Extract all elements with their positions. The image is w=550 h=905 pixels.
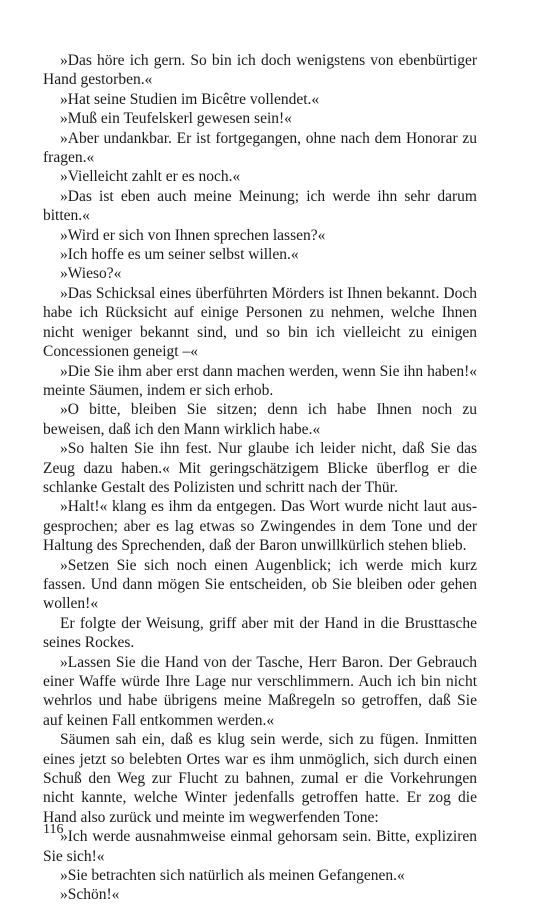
paragraph: »Sie betrachten sich natürlich als meinen Gefangenen.«: [60, 867, 405, 885]
paragraph: »Das Schicksal eines überführten Mörders ist Ihnen bekannt. Doch habe ich Rücksicht auf einige Personen zu nehmen, welche Ihnen nicht weniger bekannt sind, und so bin ich vielleicht zu einigen Concessionen geneigt –«: [43, 284, 477, 361]
paragraph: »Vielleicht zahlt er es noch.«: [60, 168, 241, 186]
paragraph: »Ich hoffe es um seiner selbst willen.«: [60, 246, 299, 264]
body-text: [43, 51, 477, 905]
paragraph: Er folgte der Weisung, griff aber mit der Hand in die Brusttasche seines Rockes.: [43, 614, 477, 652]
paragraph: »Das höre ich gern. So bin ich doch wenigstens von ebenbürtiger Hand gestorben.«: [43, 52, 477, 89]
paragraph: »Wieso?«: [60, 265, 122, 283]
paragraph: »Halt!« klang es ihm da entgegen. Das Wort wurde nicht laut ausgesprochen; aber es lag etwas so Zwingendes in dem Tone und der Haltung des Sprechenden, daß der Baron unwillkürlich stehen blieb.: [43, 498, 477, 555]
paragraph: »Hat seine Studien im Bicêtre vollendet.«: [60, 90, 320, 108]
paragraph: »Ich werde ausnahmweise einmal gehorsam sein. Bitte, expliziren Sie sich!«: [43, 828, 477, 865]
paragraph: »So halten Sie ihn fest. Nur glaube ich leider nicht, daß Sie das Zeug dazu haben.« Mit geringschätzigem Blicke überflog er die schlanke Gestalt des Polizisten und schritt nach der Thür.: [43, 440, 477, 496]
paragraph: »Schön!«: [60, 886, 120, 904]
paragraph: »Die Sie ihm aber erst dann machen werden, wenn Sie ihn haben!« meinte Säumen, indem er sich erhob.: [43, 362, 477, 399]
paragraph: »Wird er sich von Ihnen sprechen lassen?«: [60, 226, 326, 244]
paragraph: »Lassen Sie die Hand von der Tasche, Herr Baron. Der Gebrauch einer Waffe würde Ihre Lage nur verschlimmern. Auch ich bin nicht wehrlos und habe übrigens meine Maßregeln so getroffen, daß Sie auf keinen Fall entkommen werden.«: [43, 653, 477, 729]
paragraph: »Aber undankbar. Er ist fortgegangen, ohne nach dem Honorar zu fragen.«: [43, 129, 477, 167]
paragraph: »Muß ein Teufelskerl gewesen sein!«: [60, 110, 292, 128]
page-number: 116: [43, 822, 64, 837]
paragraph: »Das ist eben auch meine Meinung; ich werde ihn sehr darum bitten.«: [43, 187, 477, 225]
paragraph: Säumen sah ein, daß es klug sein werde, sich zu fügen. Inmitten eines jetzt so belebten Ortes war es ihm unmöglich, sich durch einen Schuß den Weg zur Flucht zu bahnen, zumal er die Vorkehrungen nicht kannte, welche Winter jedenfalls getroffen hatte. Er zog die Hand also zurück und meinte im wegwerfenden Tone:: [43, 731, 477, 826]
paragraph: »Setzen Sie sich noch einen Augenblick; ich werde mich kurz fassen. Und dann mögen Sie entscheiden, ob Sie bleiben oder gehen wollen!«: [43, 556, 477, 613]
paragraph: »O bitte, bleiben Sie sitzen; denn ich habe Ihnen noch zu beweisen, daß ich den Mann wirklich habe.«: [43, 401, 477, 438]
